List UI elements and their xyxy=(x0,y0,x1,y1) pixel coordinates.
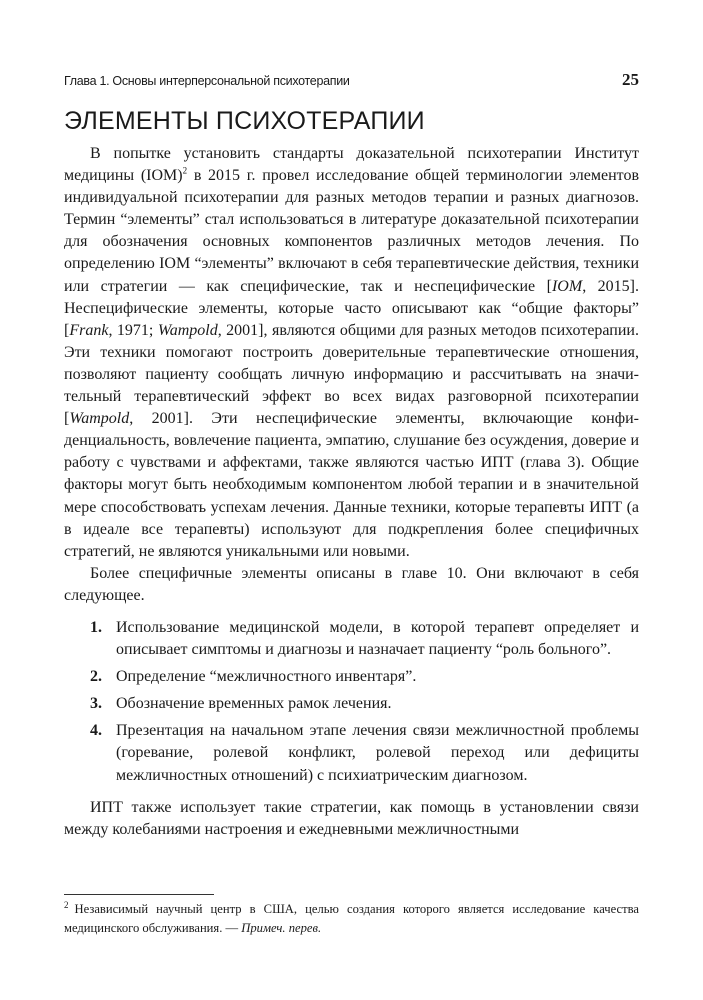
list-item-text: Обозначение временных рамок лечения. xyxy=(116,695,392,713)
list-number: 2. xyxy=(90,668,102,686)
citation: Frank xyxy=(69,321,109,339)
list-item-text: Использование медицинской модели, в которой терапевт определяет и описывает симптомы и диагнозы и назначает пациенту “роль больного”. xyxy=(116,618,639,659)
running-title: Глава 1. Основы интерперсональной психотерапии xyxy=(64,74,350,88)
page-number: 25 xyxy=(622,70,639,89)
citation: Wampold xyxy=(69,410,130,428)
running-head xyxy=(64,70,639,90)
list-item xyxy=(64,720,639,786)
section-title: ЭЛЕМЕНТЫ ПСИХОТЕРАПИИ xyxy=(64,107,425,135)
translator-note: Примеч. перев. xyxy=(241,921,322,935)
paragraph-3: ИПТ также использует такие стратегии, как помощь в установлении связи между колебаниями настроения и ежедневными межличностными xyxy=(64,798,639,838)
paragraph-2: Более специфичные элементы описаны в главе 10. Они включают в себя следующее. xyxy=(64,564,639,604)
list-item xyxy=(64,666,639,688)
list-number: 1. xyxy=(90,618,102,636)
list-number: 3. xyxy=(90,695,102,713)
footnote-reference: 2 xyxy=(182,165,188,176)
numbered-list xyxy=(64,617,639,787)
list-item-text: Презентация на начальном этапе лечения связи межличностной проблемы (горевание, ролевой конфликт, ролевой переход или дефициты межличностных отношений) с психиатрическим диагнозом. xyxy=(116,722,639,784)
footnote-divider xyxy=(64,894,214,895)
paragraph-1: В попытке установить стандарты доказательной психотерапии Институт медицины (IOM)$^2$ в 2015 г. провел исследование общей терминологии элементов индивидуальной психотерапии для разных методов терапии и разных диагнозов. Термин “элементы” стал использоваться в литературе доказательной психотерапии для обозначения основных компонентов различных методов лечения. По определению IOM “элементы” включают в себя терапевтические действия, техники или стратегии — как специфические, так и неспецифические [IOM, 2015]. Неспецифические элементы, которые часто описывают как “общие факторы” [Frank, 1971; Wampold, 2001], являются общими для разных методов психотерапии. Эти техники помогают построить доверительные терапевтические отношения, позволяют пациенту сообщать личную информацию и рассчитывать на значительный терапевтический эффект во всех видах разговорной психотерапии [Wampold, 2001]. Эти неспецифические элементы, включающие конфиденциальность, вовлечение пациента, эмпатию, слушание без осуждения, доверие и работу с чувствами и аффектами, также являются частью ИПТ (глава 3). Общие факторы могут быть необходимым компонентом любой терапии и в значительной мере способствовать успехам лечения. Данные техники, которые терапевты ИПТ (а в идеале все терапевты) используют для подкрепления более специфичных стратегий, не являются уникальными или новыми. xyxy=(64,145,640,560)
list-item xyxy=(64,617,639,661)
citation: Wampold xyxy=(157,321,218,339)
footnote-text: Независимый научный центр в США, целью создания которого является исследование качества медицинского обслуживания. — xyxy=(64,902,639,935)
list-number: 4. xyxy=(90,722,102,740)
body-text xyxy=(64,143,639,841)
list-item xyxy=(64,693,639,715)
citation: IOM xyxy=(551,277,583,295)
footnote-marker: 2 xyxy=(64,899,69,910)
list-item-text: Определение “межличностного инвентаря”. xyxy=(116,668,417,686)
footnote xyxy=(64,900,639,938)
